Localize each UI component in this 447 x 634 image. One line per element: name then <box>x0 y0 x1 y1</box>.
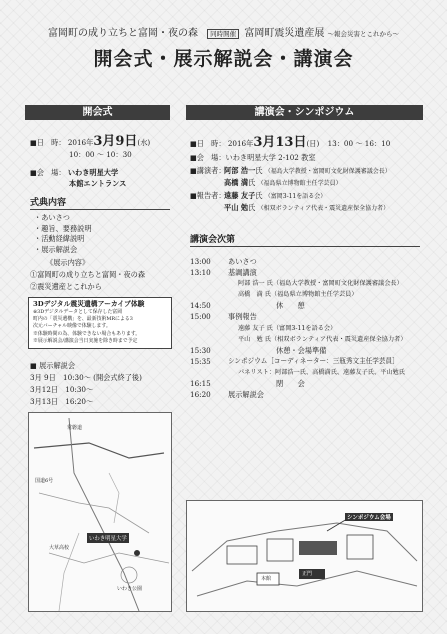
speaker-name: 阿部 浩一 <box>224 166 256 175</box>
ceremony-list <box>34 213 92 255</box>
tour-item: 3月13日 16:20〜 <box>30 397 94 406</box>
date-day: (水) <box>137 138 151 147</box>
tour-item: 3月 9日 10:30〜 (開会式終了後) <box>30 373 142 382</box>
venue-name: いわき明星大学 <box>67 168 119 177</box>
program-text: 事例報告 <box>228 312 257 322</box>
program-time: 14:50 <box>190 301 211 311</box>
tour-item: 3月12日 10:30〜 <box>30 385 94 394</box>
program-row <box>190 267 422 278</box>
program-list <box>190 256 422 400</box>
map-label-park: いわき公園 <box>117 586 143 592</box>
opening-time: 10：00 〜 10：30 <box>69 150 132 159</box>
header-subtitle <box>0 24 447 39</box>
reporter-role: （相双ボランティア代表・震災遺産保全協力者） <box>257 205 390 212</box>
program-title: 講演会次第 <box>190 234 420 247</box>
ceremony-item: ・趣旨、要務説明 <box>34 223 92 233</box>
lecture-date <box>190 135 391 150</box>
program-row <box>190 378 422 389</box>
concurrent-subtitle: 〜報会災害とこれから〜 <box>327 30 400 38</box>
series-title: 富岡町の成り立ちと富岡・夜の森 <box>47 28 198 39</box>
opening-venue-detail: 本館エントランス <box>69 179 127 188</box>
date-year: 2016年 <box>227 139 254 148</box>
ceremony-title: 式典内容 <box>30 197 170 210</box>
campus-label-gate: 正門 <box>302 571 313 577</box>
opening-venue <box>30 168 118 179</box>
ceremony-item: ・展示解説会 <box>34 244 78 254</box>
date-year: 2016年 <box>67 138 94 147</box>
program-time: 15:35 <box>190 356 211 366</box>
date-big: 3月13日 <box>253 135 307 150</box>
archive-title: 3Dデジタル震災遺構アーカイブ体験 <box>33 300 145 308</box>
program-row <box>190 334 422 345</box>
campus-label-hall: 本館 <box>261 576 272 582</box>
program-text: 遠藤 友子 氏（富岡3-11を語る会） <box>238 324 337 332</box>
date-day: (日) <box>306 139 320 148</box>
program-row <box>190 300 422 311</box>
program-time: 15:00 <box>190 312 211 322</box>
page-title: 開会式・展示解説会・講演会 <box>93 48 354 70</box>
lecture-section-bar: 講演会・シンポジウム <box>186 105 423 120</box>
program-time <box>190 323 216 334</box>
program-time: 13:00 <box>190 257 211 266</box>
program-time <box>190 289 216 300</box>
map-label-school: 大草高校 <box>49 545 70 551</box>
program-text: 平山 勉 氏（相双ボランティア代表・震災遺産保全協力者） <box>238 335 407 343</box>
program-row <box>190 356 422 367</box>
archive-line: ※体験時間の為、体験できない場合もあります。 <box>33 330 141 337</box>
program-time: 15:30 <box>190 345 211 355</box>
speaker-row <box>224 166 391 178</box>
ceremony-item: ・あいさつ <box>34 213 70 222</box>
area-map <box>28 412 172 612</box>
archive-experience-box <box>28 297 172 349</box>
reporter-row <box>224 203 389 215</box>
program-time <box>190 367 216 378</box>
concurrent-tag: 同時開催 <box>207 29 239 39</box>
program-text: あいさつ <box>228 257 257 266</box>
archive-line: 次元バーチャル映像で体験します。 <box>33 323 111 330</box>
speaker-role: （福島県立博物館主任学芸員） <box>257 180 342 187</box>
program-row <box>190 323 422 334</box>
speaker-suffix: 氏 <box>248 178 256 187</box>
reporter-name: 平山 勉 <box>224 203 249 212</box>
tours-title: ■ 展示解説会 <box>30 361 76 370</box>
program-time: 16:15 <box>190 379 211 389</box>
reporter-row <box>224 191 326 203</box>
program-row <box>190 389 422 400</box>
exhibit-title: 《展示内容》 <box>46 258 90 267</box>
reporters-label: ■報告者： <box>190 191 226 200</box>
program-text: パネリスト：阿部浩一氏、高橋満氏、遠藤友子氏、平山勉氏 <box>238 368 405 376</box>
speaker-name: 高橋 満 <box>224 178 249 187</box>
speaker-row <box>224 178 342 190</box>
program-row <box>190 345 422 356</box>
campus-label-venue: シンポジウム会場 <box>347 515 391 521</box>
lecture-time: 13：00 〜 16：10 <box>327 139 391 148</box>
program-time <box>190 334 216 345</box>
map-label-north: 常磐道 <box>67 425 83 431</box>
program-text: シンポジウム［コーディネーター：三瓶秀文主任学芸員］ <box>228 356 399 365</box>
date-label: ■日 時： <box>30 138 66 147</box>
reporter-name: 遠藤 友子 <box>224 191 256 200</box>
reporter-suffix: 氏 <box>248 203 256 212</box>
area-map-drawing <box>29 413 171 611</box>
archive-line: ※3Dデジタルデータとして保存した富岡 <box>33 309 123 315</box>
exhibit-item: ②震災遺産とこれから <box>30 282 102 291</box>
opening-date <box>30 134 151 149</box>
speaker-suffix: 氏 <box>255 166 263 175</box>
reporter-role: （富岡3-11を語る会） <box>264 193 327 200</box>
program-row <box>190 289 422 300</box>
concurrent-title: 富岡町震災遺産展 <box>244 28 325 39</box>
date-big: 3月9日 <box>93 134 138 149</box>
program-row <box>190 367 422 378</box>
reporter-suffix: 氏 <box>255 191 263 200</box>
archive-line: 町内の「震災遺構」を、最新技術MRによる3 <box>33 316 133 323</box>
speakers-label: ■講演者： <box>190 166 226 175</box>
program-text: 高橋 満 氏（福島県立博物館主任学芸員） <box>238 291 358 299</box>
program-row <box>190 256 422 267</box>
venue-label: ■会 場： <box>30 168 66 177</box>
date-label: ■日 時： <box>190 139 226 148</box>
program-row <box>190 311 422 322</box>
program-text: 休 憩 <box>276 301 305 311</box>
opening-section-bar: 開会式 <box>25 105 170 120</box>
map-label-university: いわき明星大学 <box>89 536 127 542</box>
map-label-route: 国道6号 <box>35 478 54 484</box>
program-text: 阿部 浩一 氏（福島大学教授・富岡町文化財保護審議会長） <box>238 280 403 288</box>
program-text: 閉 会 <box>276 379 305 389</box>
campus-map <box>186 500 423 612</box>
ceremony-item: ・活動経緯説明 <box>34 234 85 244</box>
program-row <box>190 278 422 289</box>
lecture-venue: ■会 場：いわき明星大学 2-102 教室 <box>190 153 316 162</box>
program-text: 休憩・会場準備 <box>276 345 327 355</box>
program-time: 13:10 <box>190 268 211 278</box>
program-text: 展示解説会 <box>228 390 264 400</box>
exhibit-item: ①富岡町の成り立ちと富岡・夜の森 <box>30 270 146 279</box>
archive-line: ※展示解説会/講演会当日実施を除き時まで予定 <box>33 337 138 344</box>
program-text: 基調講演 <box>228 268 257 278</box>
speaker-role: （福島大学教授・富岡町文化財保護審議会長） <box>264 168 391 175</box>
program-time <box>190 278 216 289</box>
program-time: 16:20 <box>190 390 211 400</box>
